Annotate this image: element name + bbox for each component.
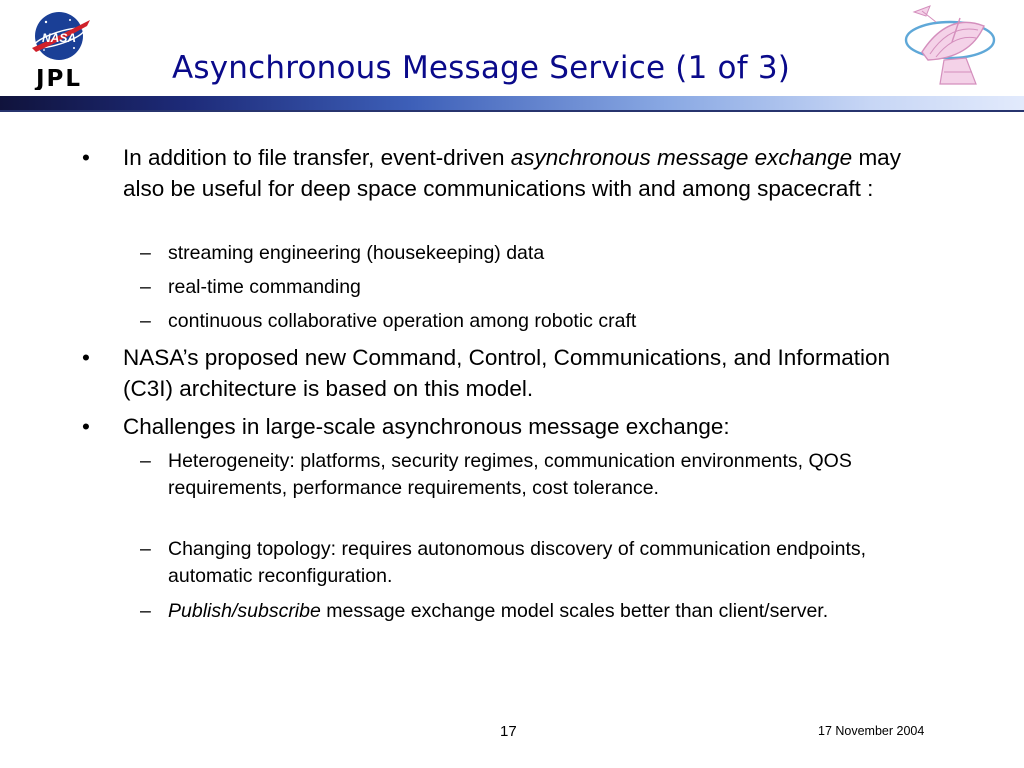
bullet-text: Challenges in large-scale asynchronous message exchange:: [123, 414, 730, 439]
jpl-logo-text: JPL: [35, 66, 83, 90]
sub-bullet-marker: –: [140, 310, 151, 332]
sub-bullet-text: Changing topology: requires autonomous discovery of communication endpoints, automatic reconfiguration.: [168, 538, 867, 587]
sub-bullet-marker: –: [140, 600, 151, 622]
sub-bullet-marker: –: [140, 276, 151, 298]
bullet-marker: •: [82, 414, 90, 439]
nasa-logo-text: NASA: [41, 31, 77, 45]
sub-bullet-marker: –: [140, 538, 151, 560]
sub-bullet-text-post: message exchange model scales better than client/server.: [320, 600, 829, 622]
bullet-text-emphasis: asynchronous message exchange: [510, 145, 853, 170]
sub-bullet-marker: –: [140, 242, 151, 264]
bullet-marker: •: [82, 145, 90, 170]
footer-date: 17 November 2004: [818, 724, 925, 738]
sub-bullet-text-emphasis: Publish/subscribe: [168, 600, 321, 622]
sub-bullet-text: continuous collaborative operation among robotic craft: [168, 310, 637, 332]
page-number: 17: [500, 723, 517, 740]
sub-bullet-marker: –: [140, 450, 151, 472]
bullet-text-post: may also be useful for deep space communications with and among spacecraft :: [123, 145, 901, 201]
slide-title: Asynchronous Message Service (1 of 3): [172, 50, 791, 86]
sub-bullet-text: streaming engineering (housekeeping) data: [168, 242, 545, 264]
bullet-marker: •: [82, 345, 90, 370]
bullet-text-pre: In addition to file transfer, event-driven: [123, 145, 511, 170]
sub-bullet-text: [168, 598, 938, 625]
sub-bullet-text: Heterogeneity: platforms, security regimes, communication environments, QOS requirements, performance requirements, cost tolerance.: [168, 450, 852, 499]
sub-bullet-text: real-time commanding: [168, 276, 361, 298]
bullet-text: [123, 142, 923, 204]
bullet-text: NASA’s proposed new Command, Control, Communications, and Information (C3I) architecture is based on this model.: [123, 345, 891, 401]
